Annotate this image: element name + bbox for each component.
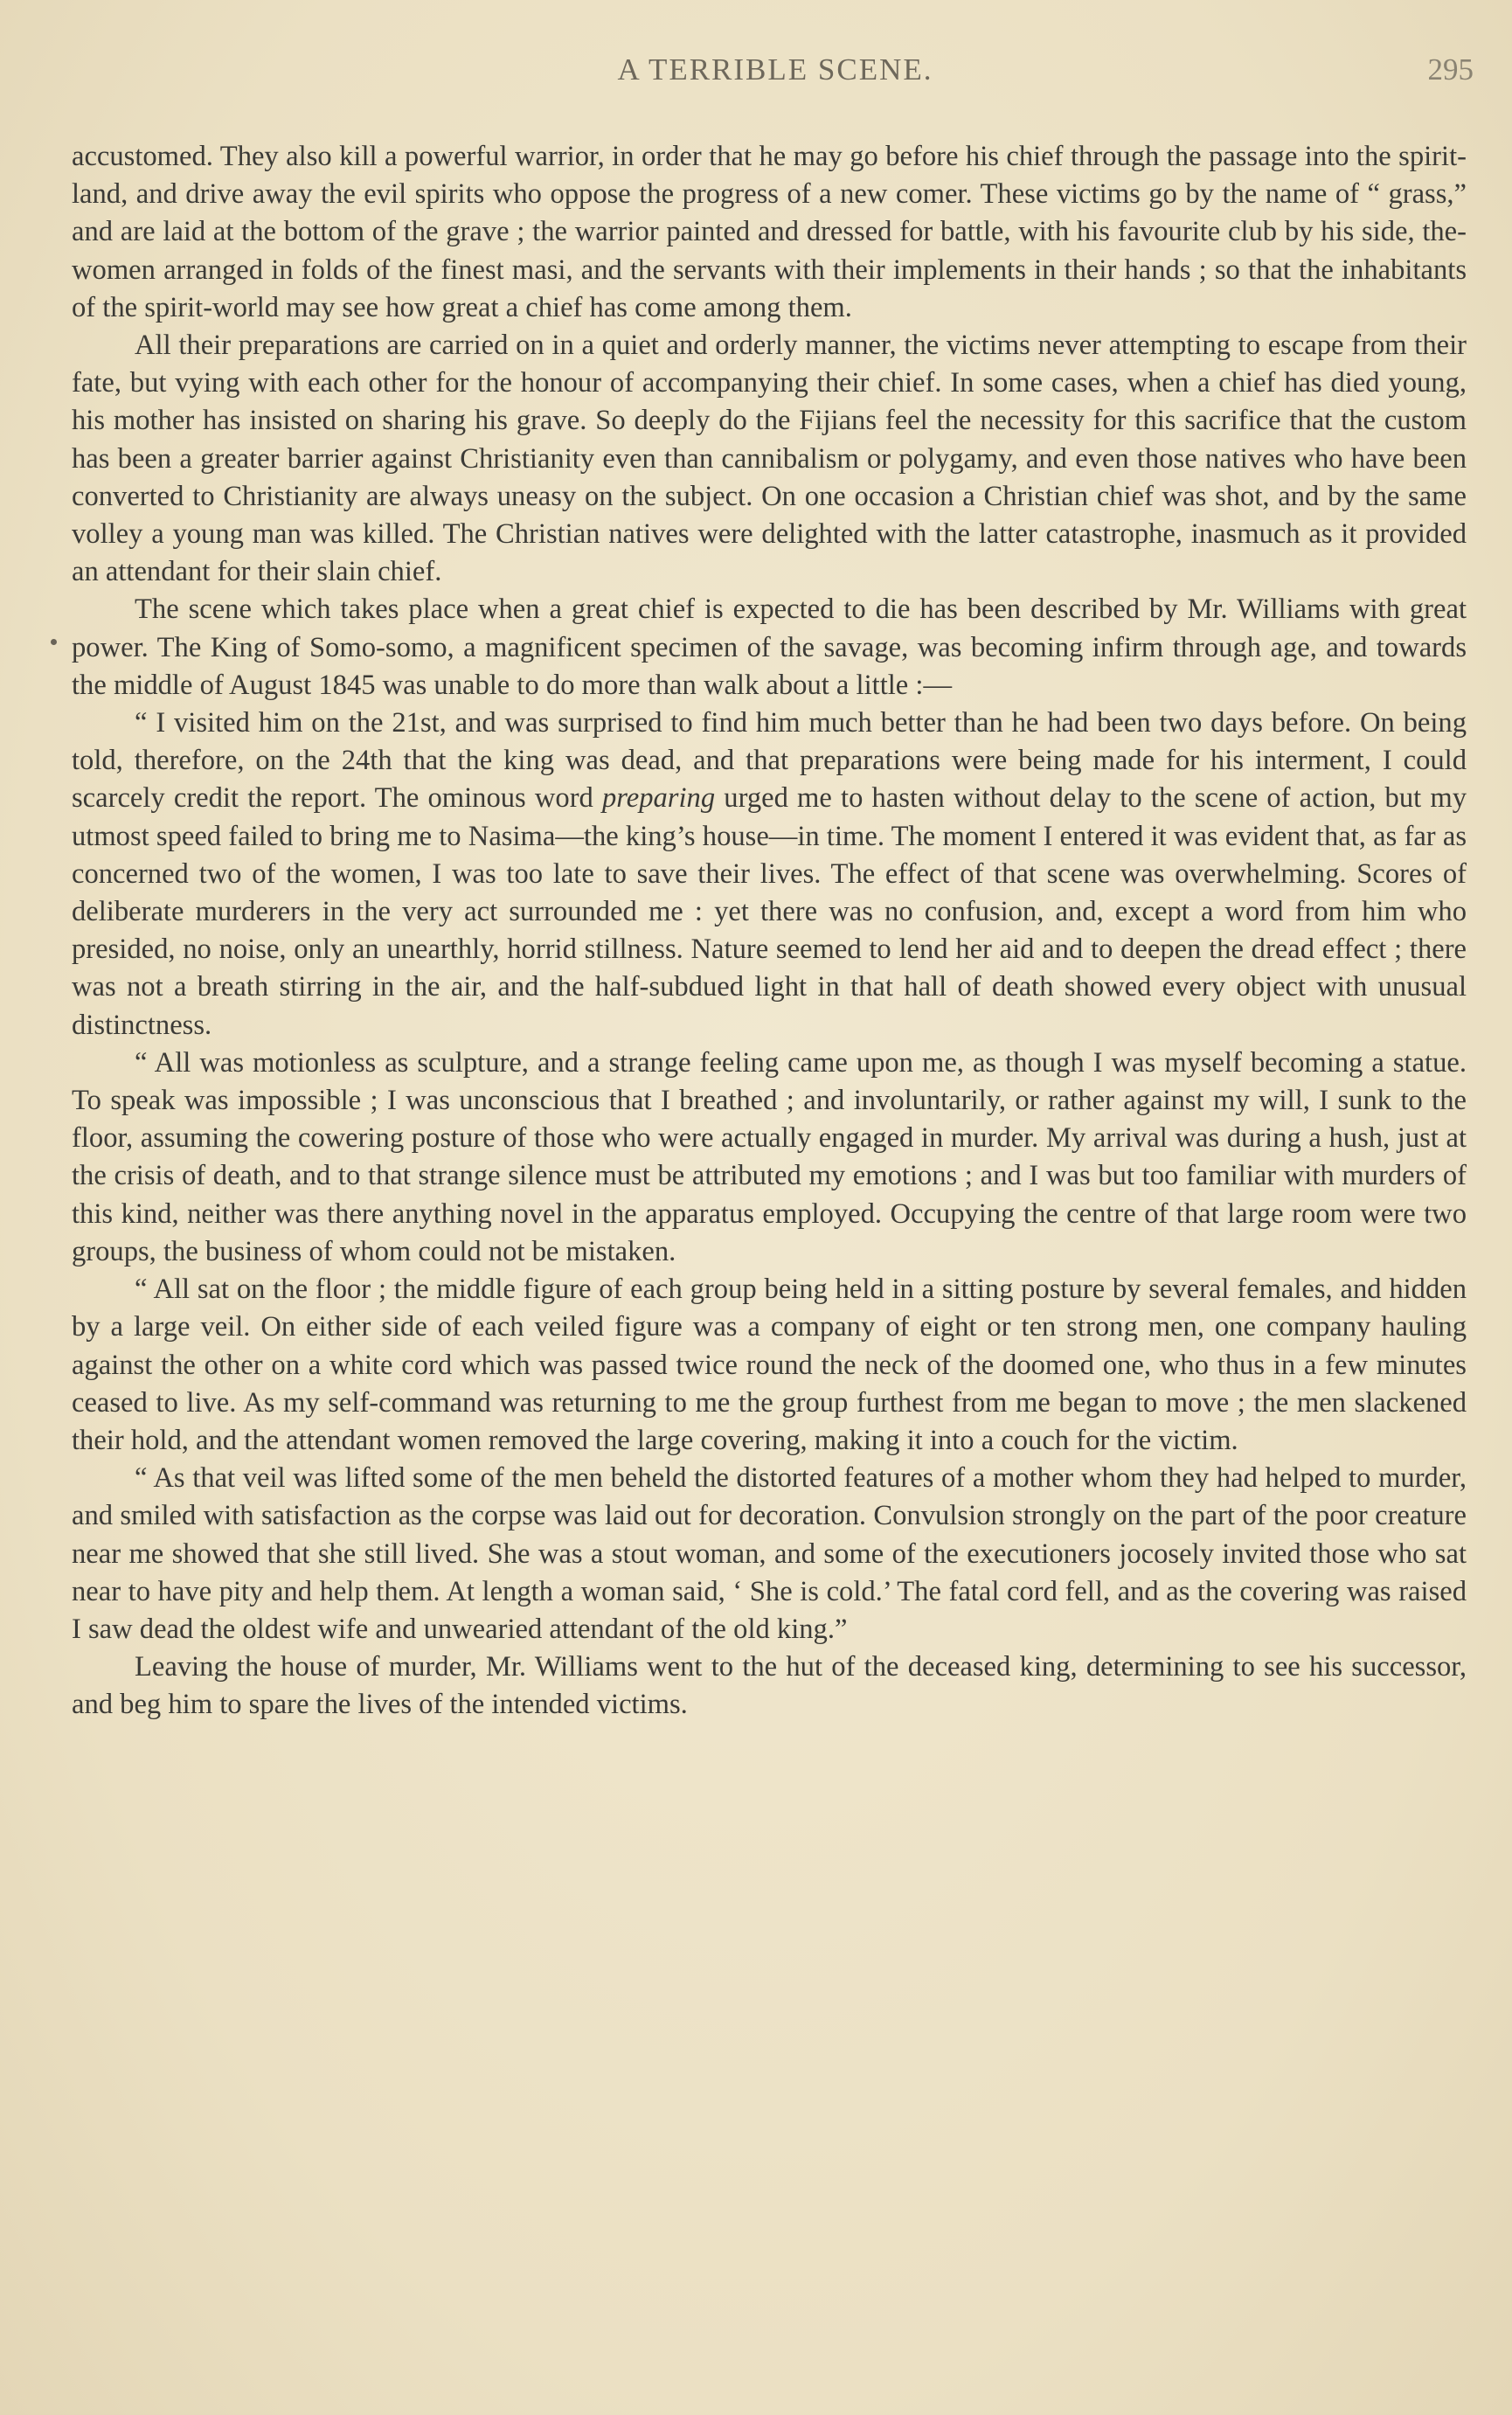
paragraph: “ All was motionless as sculpture, and a strange feeling came upon me, as though I was myself becoming a statue. To speak was impossible ; I was unconscious that I breathed ; and involuntarily, or rather against my will, I sunk to the floor, assuming the cowering posture of those who were actually engaged in murder. My arrival was during a hush, just at the crisis of death, and to that strange silence must be attributed my emotions ; and I was but too familiar with murders of this kind, neither was there anything novel in the apparatus employed. Occupying the centre of that large room were two groups, the business of whom could not be mistaken. — [72, 1046, 1467, 1267]
page-header — [72, 52, 1479, 105]
paragraph — [72, 704, 1467, 1044]
paragraph: “ All sat on the floor ; the middle figure of each group being held in a sitting posture by several females, and hidden by a large veil. On either side of each veiled figure was a company of eight or ten strong men, one company hauling against the other on a white cord which was passed twice round the neck of the doomed one, who thus in a few minutes ceased to live. As my self-command was returning to me the group furthest from me began to move ; the men slackened their hold, and the attendant women removed the large covering, making it into a couch for the victim. — [72, 1273, 1467, 1456]
italic-word: preparing — [602, 782, 716, 815]
margin-mark — [51, 639, 57, 645]
running-title: A TERRIBLE SCENE. — [617, 52, 933, 87]
body-text — [72, 138, 1467, 1725]
paragraph: accustomed. They also kill a powerful warrior, in order that he may go before his chief through the passage into the spirit-land, and drive away the evil spirits who oppose the progress of a new comer. These victims go by the name of “ grass,” and are laid at the bottom of the grave ; the warrior painted and dressed for battle, with his favourite club by his side, the-women arranged in folds of the finest masi, and the servants with their implements in their hands ; so that the inhabitants of the spirit-world may see how great a chief has come among them. — [72, 141, 1467, 323]
paragraph-text: “ I visited him on the 21st, and was surprised to find him much better than he had been two days before. On being told, therefore, on the 24th that the king was dead, and that preparations were being made for his interment, I could scarcely credit the report. The ominous word — [72, 707, 1467, 815]
paragraph: “ As that veil was lifted some of the men beheld the distorted features of a mother whom they had helped to murder, and smiled with satisfaction as the corpse was laid out for decoration. Convulsion strongly on the part of the poor creature near me showed that she still lived. She was a stout woman, and some of the executioners jocosely invited those who sat near to have pity and help them. At length a woman said, ‘ She is cold.’ The fatal cord fell, and as the covering was raised I saw dead the oldest wife and unwearied attendant of the old king.” — [72, 1462, 1467, 1645]
paragraph-text: urged me to hasten without delay to the scene of action, but my utmost speed failed to bring me to Nasima—the king’s house—in time. The moment I entered it was evident that, as far as concerned two of the women, I was too late to save their lives. The effect of that scene was overwhelming. Scores of deliberate murderers in the very act surrounded me : yet there was no confusion, and, except a word from him who presided, no noise, only an unearthly, horrid stillness. Nature seemed to lend her aid and to deepen the dread effect ; there was not a breath stirring in the air, and the half-subdued light in that hall of death showed every object with unusual distinctness. — [72, 782, 1467, 1041]
paragraph: Leaving the house of murder, Mr. Williams went to the hut of the deceased king, determining to see his successor, and beg him to spare the lives of the intended victims. — [72, 1651, 1467, 1721]
paragraph: The scene which takes place when a great chief is expected to die has been described by Mr. Williams with great power. The King of Somo-somo, a magnificent specimen of the savage, was becoming infirm through age, and towards the middle of August 1845 was unable to do more than walk about a little :— — [72, 593, 1467, 701]
page-number: 295 — [1427, 52, 1474, 87]
paragraph: All their preparations are carried on in a quiet and orderly manner, the victims never attempting to escape from their fate, but vying with each other for the honour of accompanying their chief. In some cases, when a chief has died young, his mother has insisted on sharing his grave. So deeply do the Fijians feel the necessity for this sacrifice that the custom has been a greater barrier against Christianity even than cannibalism or polygamy, and even those natives who have been converted to Christianity are always uneasy on the subject. On one occasion a Christian chief was shot, and by the same volley a young man was killed. The Christian natives were delighted with the latter catastrophe, inasmuch as it provided an attendant for their slain chief. — [72, 330, 1467, 588]
